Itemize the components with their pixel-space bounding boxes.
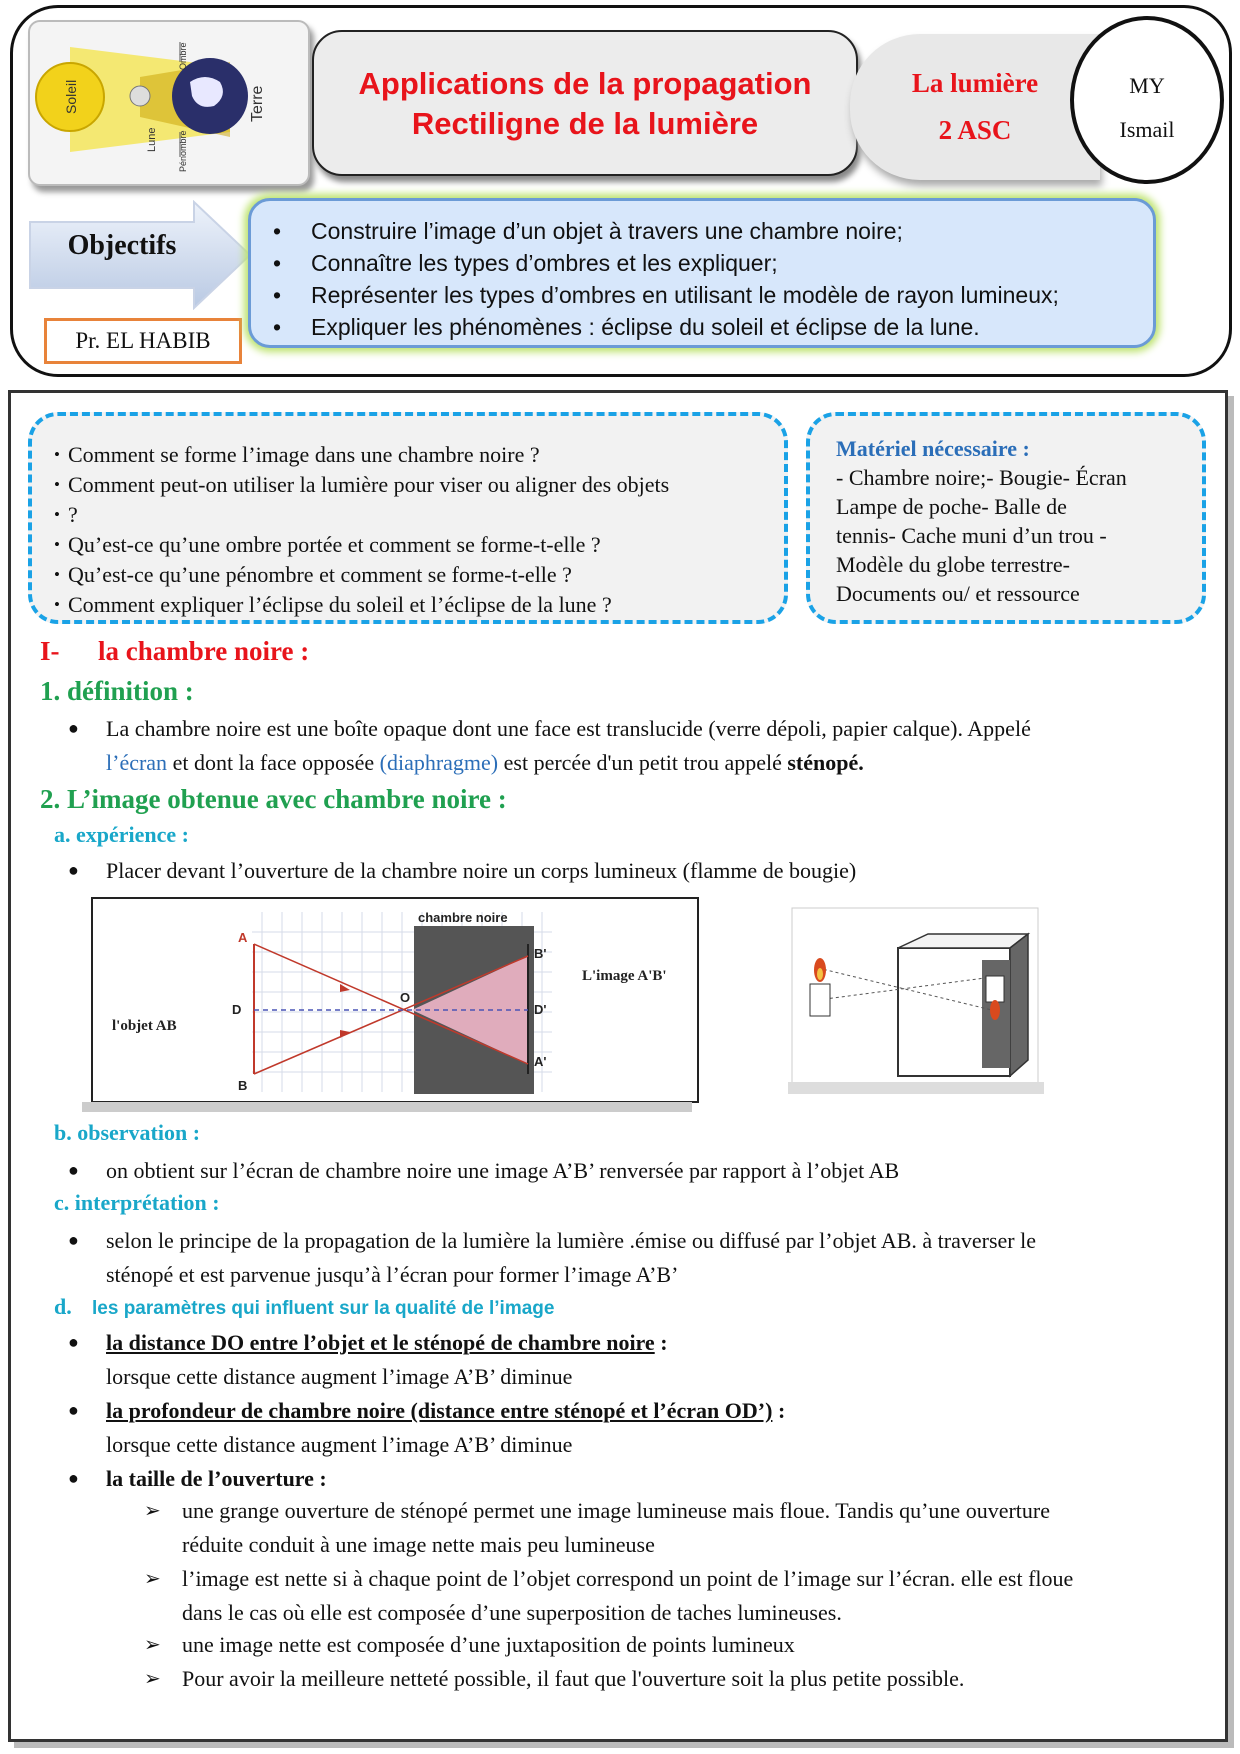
objectifs-label: Objectifs (67, 230, 177, 261)
author-line-2: Ismail (1119, 117, 1175, 142)
moon-icon (130, 86, 150, 106)
definition-line-1: La chambre noire est une boîte opaque dont une face est translucide (verre dépoli, papier calque). Appelé (106, 716, 1031, 741)
interpretation-line-2: sténopé et est parvenue jusqu’à l’écran pour former l’image A’B’ (106, 1262, 679, 1287)
bullet-icon: ● (68, 1230, 79, 1250)
label-a-prime: A' (534, 1054, 547, 1069)
label-d: D (232, 1002, 242, 1017)
earth-label: Terre (249, 85, 266, 122)
materiel-box (806, 412, 1206, 624)
param-1-text: lorsque cette distance augment l’image A’B’ diminue (106, 1364, 573, 1389)
sub-item-2-line-1: l’image est nette si à chaque point de l’objet correspond un point de l’image sur l’écran. elle est floue (182, 1566, 1074, 1591)
param-1-colon: : (654, 1330, 668, 1355)
candle-box-illustration (788, 904, 1044, 1094)
moon-label: Lune (146, 127, 158, 152)
questions-list (32, 440, 784, 620)
question-item: • Comment se forme l’image dans une chambre noire ? (68, 440, 784, 470)
chamber-title: chambre noire (418, 910, 508, 925)
param-2 (106, 1394, 785, 1427)
label-o: O (400, 990, 411, 1005)
camera-obscura-ray-diagram (82, 896, 702, 1114)
interpretation-line-1: selon le principe de la propagation de la lumière la lumière .émise ou diffusé par l’objet AB. à traverser le (106, 1228, 1036, 1253)
sub-item-3: une image nette est composée d’une juxtaposition de points lumineux (182, 1632, 795, 1657)
interpretation-heading: c. interprétation : (54, 1190, 220, 1215)
materiel-text: - Chambre noire;- Bougie- Écran Lampe de poche- Balle de tennis- Cache muni d’un trou - Modèle du globe terrestre- Documents ou/ et ressource (836, 465, 1127, 606)
objective-item: • Représenter les types d’ombres en utilisant le modèle de rayon lumineux; (311, 279, 1153, 311)
objective-item: • Connaître les types d’ombres et les expliquer; (311, 247, 1153, 279)
definition-line-2 (106, 746, 864, 779)
observation-text: on obtient sur l’écran de chambre noire une image A’B’ renversée par rapport à l’objet AB (106, 1158, 900, 1183)
arrow-bullet-icon: ➢ (144, 1568, 161, 1590)
section-title: la chambre noire : (98, 636, 310, 666)
question-item: • Comment expliquer l’éclipse du soleil et l’éclipse de la lune ? (68, 590, 784, 620)
objectives-list (251, 215, 1153, 343)
question-item: • Qu’est-ce qu’une ombre portée et comment se forme-t-elle ? (68, 530, 784, 560)
objective-item: • Construire l’image d’un objet à travers une chambre noire; (311, 215, 1153, 247)
param-1 (106, 1326, 668, 1359)
definition-text: est percée d'un petit trou appelé (498, 750, 788, 775)
sub-item-1-line-2: réduite conduit à une image nette mais peu lumineuse (182, 1532, 655, 1557)
candle-icon (810, 984, 830, 1016)
param-3-title: la taille de l’ouverture : (106, 1466, 327, 1491)
eclipse-logo (28, 20, 310, 186)
arrow-bullet-icon: ➢ (144, 1668, 161, 1690)
author-line-1: MY (1129, 73, 1165, 98)
sub-item-2-line-2: dans le cas où elle est composée d’une superposition de taches lumineuses. (182, 1600, 842, 1625)
question-item: • Comment peut-on utiliser la lumière pour viser ou aligner des objets (68, 470, 784, 500)
materiel-title: Matériel nécessaire : (836, 436, 1030, 461)
image-heading: 2. L’image obtenue avec chambre noire : (40, 784, 507, 814)
sun-label: Soleil (63, 79, 79, 114)
arrow-bullet-icon: ➢ (144, 1500, 161, 1522)
title-line-1: Applications de la propagation (358, 66, 812, 101)
bullet-icon: ● (68, 1400, 79, 1420)
experience-text: Placer devant l’ouverture de la chambre noire un corps lumineux (flamme de bougie) (106, 858, 857, 883)
diaphragme-term: (diaphragme) (379, 750, 499, 775)
question-item-continuation: • ? (68, 500, 784, 530)
params-letter: d. (54, 1294, 72, 1319)
topic-level: 2 ASC (938, 115, 1012, 145)
bullet-icon: ● (68, 1468, 79, 1488)
eclipse-diagram (30, 22, 308, 184)
bullet-icon: ● (68, 1160, 79, 1180)
param-2-title: la profondeur de chambre noire (distance entre sténopé et l’écran OD’) (106, 1398, 773, 1423)
param-2-colon: : (772, 1398, 786, 1423)
definition-text: et dont la face opposée (167, 750, 380, 775)
ecran-term: l’écran (106, 750, 168, 775)
section-number: I- (40, 636, 60, 666)
professor-name: Pr. EL HABIB (44, 318, 242, 364)
label-b-prime: B' (534, 946, 547, 961)
definition-heading: 1. définition : (40, 676, 194, 706)
penumbra-label: Pénombre (178, 130, 188, 172)
observation-heading: b. observation : (54, 1120, 201, 1145)
objective-item: • Expliquer les phénomènes : éclipse du soleil et éclipse de la lune. (311, 311, 1153, 343)
experience-heading: a. expérience : (54, 822, 189, 847)
topic-box (850, 34, 1100, 180)
bullet-icon: ● (68, 860, 79, 880)
stenope-term: sténopé. (787, 750, 864, 775)
image-label: L'image A'B' (582, 968, 667, 984)
param-2-text: lorsque cette distance augment l’image A’B’ diminue (106, 1432, 573, 1457)
sub-item-4: Pour avoir la meilleure netteté possible, il faut que l'ouverture soit la plus petite possible. (182, 1666, 965, 1691)
sub-item-1-line-1: une grange ouverture de sténopé permet une image lumineuse mais floue. Tandis qu’une ouverture (182, 1498, 1050, 1523)
label-d-prime: D' (534, 1002, 547, 1017)
param-1-title: la distance DO entre l’objet et le sténopé de chambre noire (106, 1330, 655, 1355)
question-item: • Qu’est-ce qu’une pénombre et comment se forme-t-elle ? (68, 560, 784, 590)
bullet-icon: ● (68, 1332, 79, 1352)
arrow-bullet-icon: ➢ (144, 1634, 161, 1656)
objectives-panel (248, 198, 1156, 348)
shadow-label: Ombre (178, 42, 188, 70)
author-circle (1070, 16, 1224, 184)
title-box (312, 30, 858, 176)
title-line-2: Rectiligne de la lumière (411, 106, 759, 141)
topic-title: La lumière (911, 68, 1039, 98)
params-heading: les paramètres qui influent sur la qualité de l’image (92, 1298, 555, 1319)
bullet-icon: ● (68, 718, 79, 738)
label-b: B (238, 1078, 248, 1093)
screen-panel (1010, 934, 1028, 1076)
questions-box (28, 412, 788, 624)
object-label: l'objet AB (112, 1018, 177, 1034)
label-a: A (238, 930, 248, 945)
